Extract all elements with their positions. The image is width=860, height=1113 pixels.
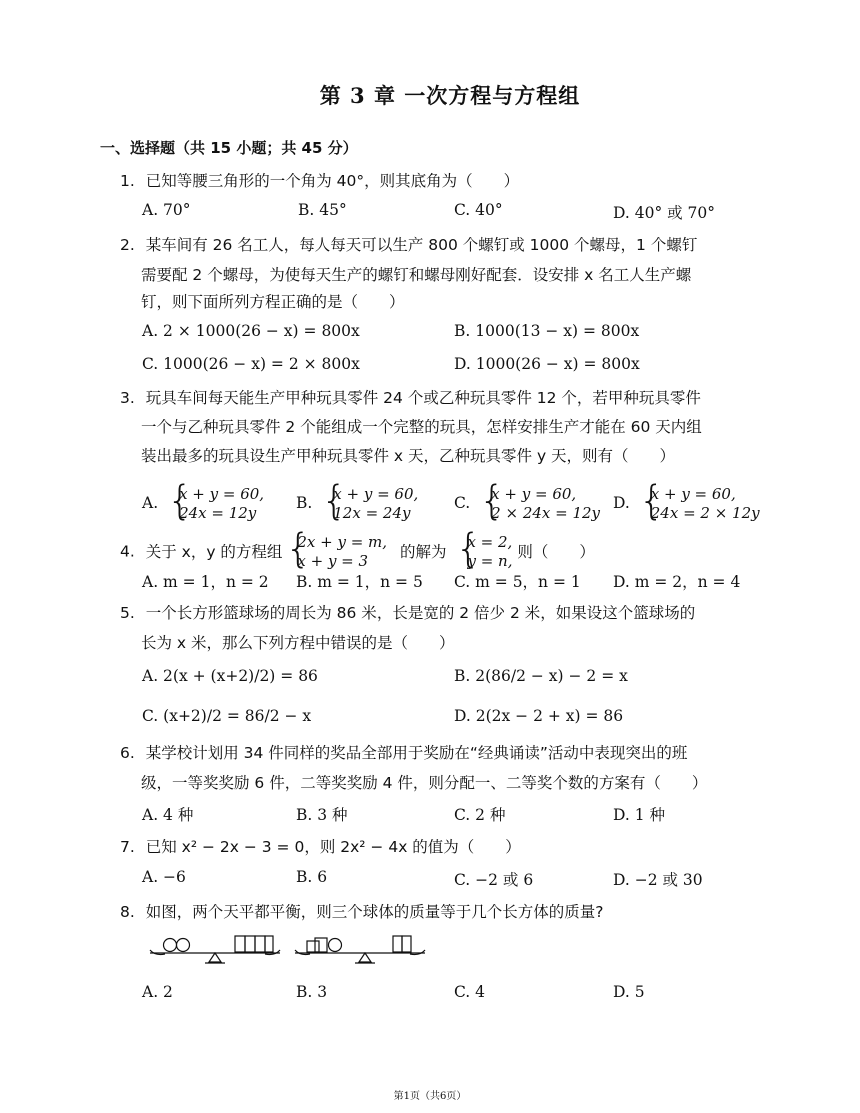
option-label: C. — [454, 494, 471, 512]
option-d[interactable]: D. 40° 或 70° — [613, 204, 716, 222]
option-label: B. — [296, 494, 313, 512]
solution-system: { x = 2, y = n, — [457, 533, 512, 571]
option-c[interactable]: C. m = 5，n = 1 — [454, 573, 581, 591]
ball-icon — [164, 939, 177, 952]
equation-system: { x + y = 60, 2 × 24x = 12y — [481, 485, 600, 523]
option-c[interactable]: C. 2 种 — [454, 806, 506, 824]
question-number: 7. — [120, 838, 135, 856]
option-a[interactable]: A. 2(x + (x+2)/2) = 86 — [142, 667, 318, 685]
option-c[interactable] — [454, 485, 600, 523]
question-3 — [120, 389, 701, 407]
option-b[interactable]: B. 3 种 — [296, 806, 348, 824]
equation-system: { x + y = 60, 24x = 12y — [169, 485, 264, 523]
box-icon — [315, 938, 327, 952]
box-icon — [402, 936, 411, 952]
question-text-line-3: 装出最多的玩具设生产甲种玩具零件 x 天，乙种玩具零件 y 天，则有（ ） — [141, 447, 676, 465]
box-icon — [255, 936, 265, 952]
option-a[interactable]: A. m = 1，n = 2 — [142, 573, 269, 591]
option-b[interactable]: B. m = 1，n = 5 — [296, 573, 423, 591]
question-number: 2. — [120, 236, 135, 254]
option-label: D. — [613, 494, 630, 512]
box-icon — [393, 936, 402, 952]
equation-system: { x + y = 60, 12x = 24y — [323, 485, 418, 523]
option-b[interactable]: B. 1000(13 − x) = 800x — [454, 322, 640, 340]
question-number: 3. — [120, 389, 135, 407]
box-icon — [235, 936, 245, 952]
question-1 — [120, 172, 519, 190]
question-text: 已知 x² − 2x − 3 = 0，则 2x² − 4x 的值为（ ） — [145, 838, 521, 856]
question-text-post: 则（ ） — [517, 543, 595, 561]
question-6 — [120, 744, 687, 762]
option-c[interactable]: C. −2 或 6 — [454, 871, 534, 889]
option-b[interactable]: B. 3 — [296, 983, 328, 1001]
option-c[interactable]: C. (x+2)/2 = 86/2 − x — [142, 707, 312, 725]
question-text-line-2: 一个与乙种玩具零件 2 个能组成一个完整的玩具，怎样安排生产才能在 60 天内组 — [141, 418, 702, 436]
option-d[interactable]: D. −2 或 30 — [613, 871, 703, 889]
option-a[interactable]: A. −6 — [142, 868, 186, 886]
option-b[interactable]: B. 6 — [296, 868, 328, 886]
question-number: 1. — [120, 172, 135, 190]
page-title: 第 3 章 一次方程与方程组 — [319, 83, 581, 108]
question-text-line-1: 玩具车间每天能生产甲种玩具零件 24 个或乙种玩具零件 12 个，若甲种玩具零件 — [145, 389, 701, 407]
option-a[interactable]: A. 4 种 — [142, 806, 194, 824]
option-c[interactable]: C. 1000(26 − x) = 2 × 800x — [142, 355, 360, 373]
question-text-line-1: 某学校计划用 34 件同样的奖品全部用于奖励在“经典诵读”活动中表现突出的班 — [145, 744, 688, 762]
ball-icon — [329, 939, 342, 952]
question-text: 如图，两个天平都平衡，则三个球体的质量等于几个长方体的质量? — [145, 903, 604, 921]
balance-scale-left — [150, 936, 280, 963]
option-c[interactable]: C. 40° — [454, 201, 503, 219]
page-footer: 第1页（共6页） — [393, 1091, 467, 1102]
option-d[interactable]: D. 1000(26 − x) = 800x — [454, 355, 640, 373]
question-text-line-2: 级，一等奖奖励 6 件，二等奖奖励 4 件，则分配一、二等奖个数的方案有（ ） — [141, 774, 708, 792]
question-text-mid: 的解为 — [400, 543, 447, 561]
option-d[interactable] — [613, 485, 760, 523]
question-number: 5. — [120, 604, 135, 622]
question-8 — [120, 903, 603, 921]
box-icon — [307, 941, 319, 952]
option-a[interactable] — [142, 485, 264, 523]
question-text-line-2: 长为 x 米，那么下列方程中错误的是（ ） — [141, 634, 455, 652]
question-number: 6. — [120, 744, 135, 762]
question-7 — [120, 838, 521, 856]
question-number: 8. — [120, 903, 135, 921]
option-d[interactable]: D. 2(2x − 2 + x) = 86 — [454, 707, 624, 725]
question-4 — [120, 533, 595, 571]
question-text: 已知等腰三角形的一个角为 40°，则其底角为（ ） — [145, 172, 520, 190]
option-d[interactable]: D. m = 2，n = 4 — [613, 573, 741, 591]
option-a[interactable]: A. 2 — [142, 983, 173, 1001]
question-text-line-1: 某车间有 26 名工人，每人每天可以生产 800 个螺钉或 1000 个螺母，1 个螺钉 — [145, 236, 698, 254]
option-b[interactable]: B. 45° — [298, 201, 347, 219]
question-text-line-1: 一个长方形篮球场的周长为 86 米，长是宽的 2 倍少 2 米，如果设这个篮球场的 — [145, 604, 696, 622]
equation-system: { x + y = 60, 24x = 2 × 12y — [641, 485, 760, 523]
question-2 — [120, 236, 697, 254]
option-d[interactable]: D. 5 — [613, 983, 645, 1001]
question-text-line-3: 钉，则下面所列方程正确的是（ ） — [141, 293, 405, 311]
balance-scales-figure — [145, 930, 445, 970]
option-a[interactable]: A. 70° — [142, 201, 191, 219]
option-a[interactable]: A. 2 × 1000(26 − x) = 800x — [142, 322, 360, 340]
section-heading: 一、选择题（共 15 小题；共 45 分） — [100, 139, 358, 157]
ball-icon — [177, 939, 190, 952]
option-c[interactable]: C. 4 — [454, 983, 486, 1001]
option-b[interactable]: B. 2(86/2 − x) − 2 = x — [454, 667, 628, 685]
box-icon — [245, 936, 255, 952]
option-label: A. — [142, 494, 159, 512]
option-d[interactable]: D. 1 种 — [613, 806, 666, 824]
option-b[interactable] — [296, 485, 418, 523]
equation-system: { 2x + y = m, x + y = 3 — [287, 533, 387, 571]
question-number: 4. — [120, 542, 135, 561]
box-icon — [265, 936, 273, 952]
question-5 — [120, 604, 695, 622]
balance-scale-right — [295, 936, 425, 963]
question-text-line-2: 需要配 2 个螺母，为使每天生产的螺钉和螺母刚好配套．设安排 x 名工人生产螺 — [141, 266, 692, 284]
question-text-pre: 关于 x，y 的方程组 — [145, 543, 283, 561]
